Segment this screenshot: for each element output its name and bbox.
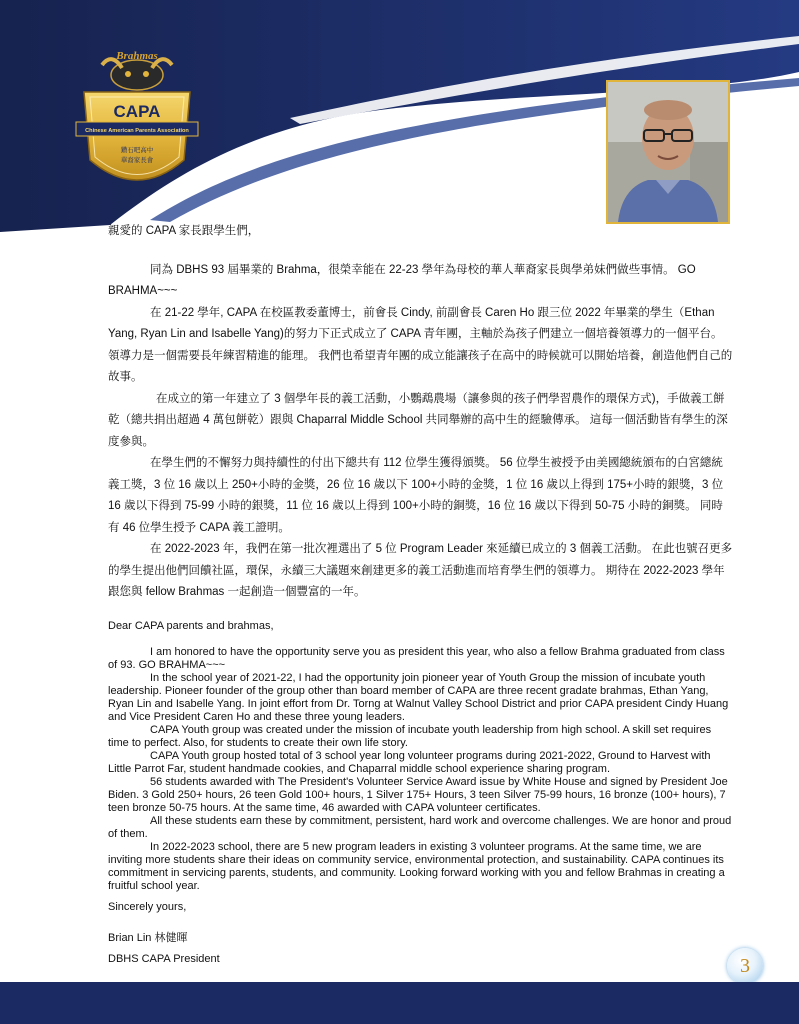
english-paragraph-6: All these students earn these by commitment, persistent, hard work and overcome challenges. We are honor and proud of them. xyxy=(108,814,732,840)
logo-title: CAPA xyxy=(113,102,161,121)
logo-chinese-line2: 華裔家長會 xyxy=(120,156,154,164)
chinese-paragraph-4: 在學生們的不懈努力與持續性的付出下總共有 112 位學生獲得頒獎。 56 位學生被授予由美國總統頒布的白宮總統義工獎，3 位 16 歲以上 250+小時的金獎，26 位 16 歲以下 100+小時的金獎，1 位 16 歲以上得到 175+小時的銀獎，3 位 16 歲以下得到 75-99 小時的銀獎，11 位 16 歲以上得到 100+小時的銅獎，16 位 16 歲以下得到 50-75 小時的銅獎。 同時有 46 位學生授予 CAPA 義工證明。 xyxy=(108,457,724,534)
capa-logo xyxy=(72,50,202,200)
english-paragraph-1: I am honored to have the opportunity serve you as president this year, who also a fellow Brahma graduated from class of 93. GO BRAHMA~~~ xyxy=(108,645,725,671)
signer-name: Brian Lin 林健暉 xyxy=(108,931,188,944)
english-paragraph-4: CAPA Youth group hosted total of 3 school year long volunteer programs during 2021-2022, Ground to Harvest with Little Parrot Far, student handmade cookies, and Chaparral middle school experience sharing program. xyxy=(108,749,711,775)
chinese-salutation: 親愛的 CAPA 家長跟學生們， xyxy=(108,225,260,237)
signer-title: DBHS CAPA President xyxy=(108,952,220,965)
logo-chinese-line1: 鑽石吧高中 xyxy=(120,146,154,154)
chinese-paragraph-2: 在 21-22 學年, CAPA 在校區教委董博士，前會長 Cindy, 前副會長 Caren Ho 跟三位 2022 年畢業的學生（Ethan Yang, Ryan Lin and Isabelle Yang)的努力下正式成立了 CAPA 青年團，主軸於為孩子們建立一個培養領導力的一個平台。 領導力是一個需要長年練習精進的能理。 我們也希望青年團的成立能讓孩子在高中的時候就可以開始培養，創造他們自己的故事。 xyxy=(108,306,733,383)
english-paragraph-5: 56 students awarded with The President's Volunteer Service Award issue by White House and signed by President Joe Biden. 3 Gold 250+ hours, 26 teen Gold 100+ hours, 1 Silver 175+ Hours, 3 teen Silver 75-99 hours, 16 bronze (100+ hours), 7 teen bronze 50-75 hours. At the same time, 46 awarded with CAPA volunteer certificates. xyxy=(108,775,728,814)
chinese-paragraph-3: 在成立的第一年建立了 3 個學年長的義工活動，小鸚鵡農場（讓參與的孩子們學習農作的環保方式)，手做義工餅乾（總共捐出超過 4 萬包餅乾）跟與 Chaparral Middle School 共同舉辦的高中生的經驗傳承。 這每一個活動皆有學生的深度參與。 xyxy=(108,392,728,448)
english-paragraph-2: In the school year of 2021-22, I had the opportunity join pioneer year of Youth Group the mission of incubate youth leadership. Pioneer founder of the group other than board member of CAPA are three recent gradate brahmas, Ethan Yang, Ryan Lin and Isabelle Yang. In joint effort from Dr. Torng at Walnut Valley School District and prior CAPA president Cindy Huang and Vice President Caren Ho and these three young leaders. xyxy=(108,671,729,723)
letter-body xyxy=(108,221,733,966)
english-salutation: Dear CAPA parents and brahmas, xyxy=(108,619,274,632)
letter-english xyxy=(108,620,733,893)
signature-block xyxy=(108,901,733,966)
english-paragraph-7: In 2022-2023 school, there are 5 new program leaders in existing 3 volunteer programs. At the same time, we are inviting more students share their ideas on community service, environmental protection, and sustainability. CAPA continues its commitment in servicing parents, students, and community. Looking forward working with you and fellow Brahmas in creating a fruitful school year. xyxy=(108,840,725,892)
portrait-photo xyxy=(606,80,730,224)
closing: Sincerely yours, xyxy=(108,900,187,913)
logo-top-text: Brahmas xyxy=(116,50,158,62)
letter-chinese xyxy=(108,221,733,604)
page-number-badge: 3 xyxy=(727,948,763,984)
english-paragraph-3: CAPA Youth group was created under the mission of incubate youth leadership from high school. A skill set requires time to perfect. Also, for students to create their own life story. xyxy=(108,723,712,749)
chinese-paragraph-5: 在 2022-2023 年，我們在第一批次裡選出了 5 位 Program Leader 來延續已成立的 3 個義工活動。 在此也號召更多的學生提出他們回饋社區，環保，永續三大議題來創建更多的義工活動進而培育學生們的領導力。 期待在 2022-2023 學年跟您與 fellow Brahmas 一起創造一個豐富的一年。 xyxy=(108,543,733,598)
footer-bar xyxy=(0,982,799,1024)
logo-subtitle: Chinese American Parents Association xyxy=(85,128,189,134)
chinese-paragraph-1: 同為 DBHS 93 屆畢業的 Brahma，很榮幸能在 22-23 學年為母校的華人華裔家長與學弟妹們做些事情。 GO BRAHMA~~~ xyxy=(108,263,696,297)
